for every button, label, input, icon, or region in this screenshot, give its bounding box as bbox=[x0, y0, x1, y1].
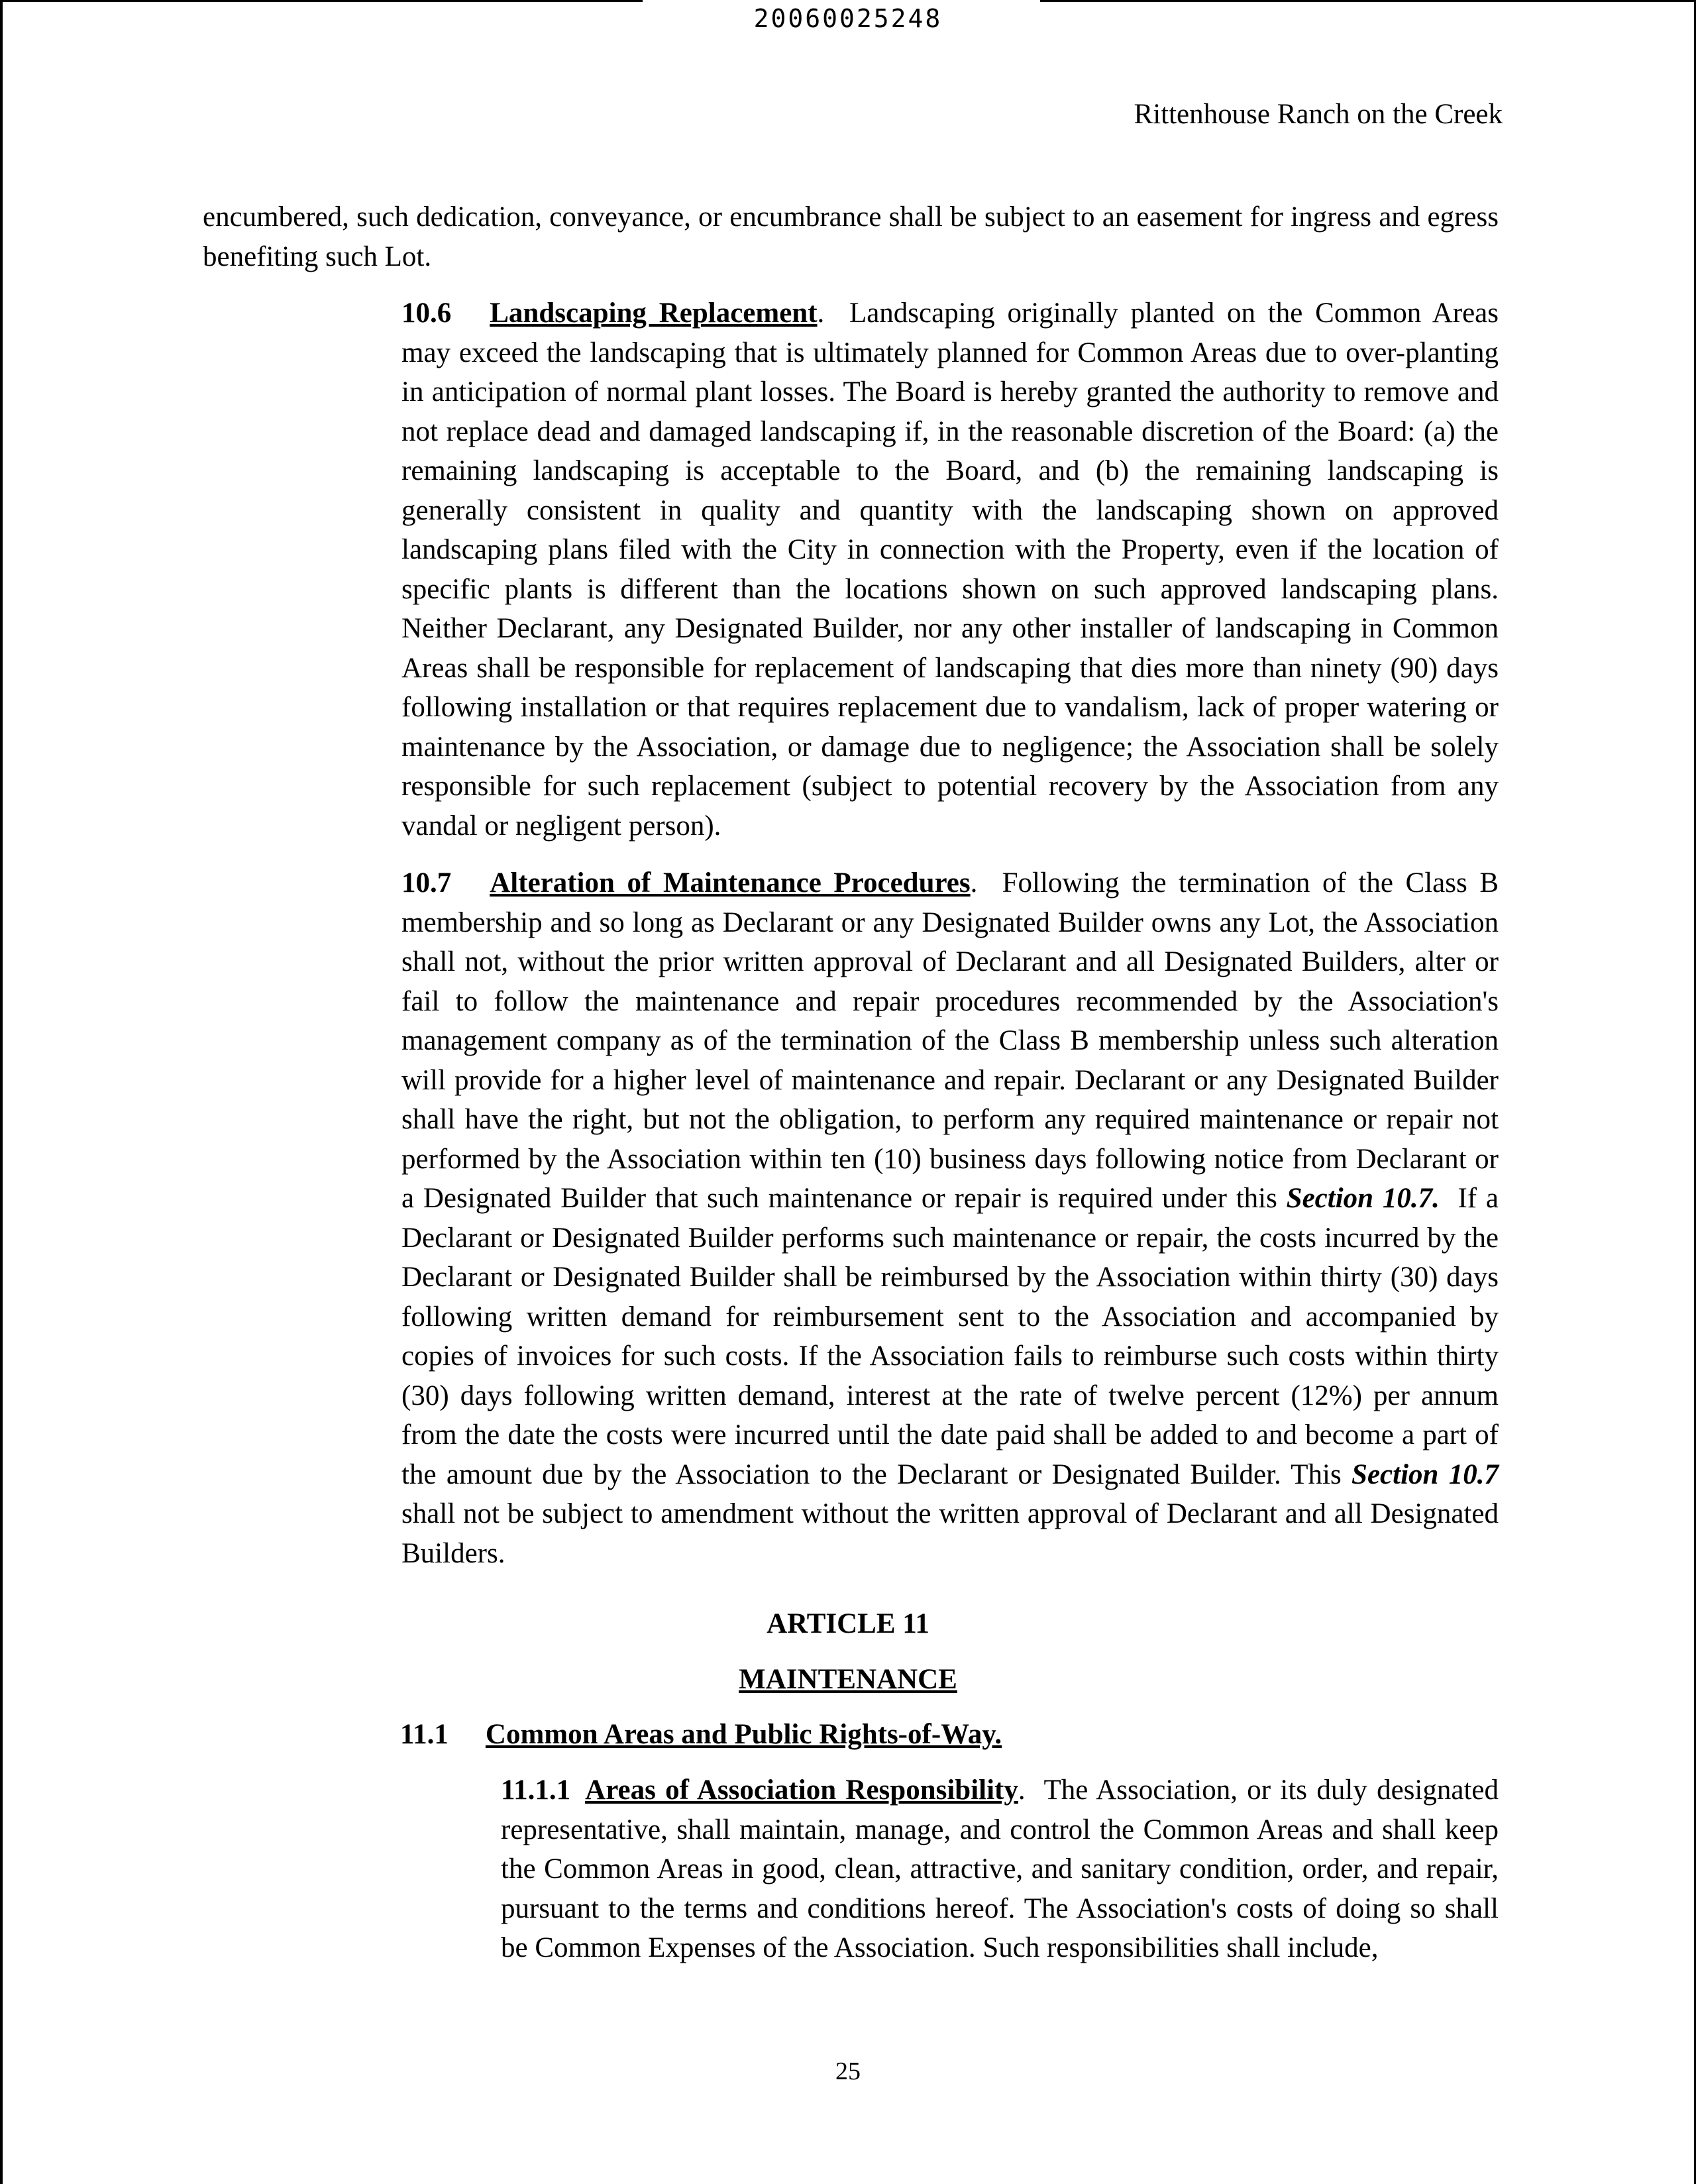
section-11-1-number: 11.1 bbox=[400, 1719, 449, 1750]
section-11-1-1-number: 11.1.1 bbox=[501, 1774, 571, 1806]
document-number: 20060025248 bbox=[753, 4, 943, 33]
scan-left-border bbox=[0, 0, 3, 2184]
article-number: ARTICLE 11 bbox=[767, 1608, 929, 1639]
continuation-text: encumbered, such dedication, conveyance, or encumbrance shall be subject to an easement for ingress and egress benefiting such Lot. bbox=[203, 201, 1499, 272]
section-reference: Section 10.7. bbox=[1286, 1183, 1440, 1214]
section-10-7-title: Alteration of Maintenance Procedures bbox=[490, 867, 971, 899]
section-10-7-body-part2: If a Declarant or Designated Builder performs such maintenance or repair, the costs incurred by the Declarant or Designated Builder shall be reimbursed by the Association within thirty (30) days following written demand for reimbursement sent to the Association and accompanied by copies of invoices for such costs. If the Association fails to reimburse such costs within thirty (30) days following written demand, interest at the rate of twelve percent (12%) per annum from the date the costs were incurred until the date paid shall be added to and become a part of the amount due by the Association to the Declarant or Designated Builder. This bbox=[401, 1183, 1499, 1490]
running-header: Rittenhouse Ranch on the Creek bbox=[1134, 99, 1503, 130]
section-11-1-heading bbox=[400, 1718, 1002, 1751]
section-11-1-1-body: The Association, or its duly designated representative, shall maintain, manage, and control the Common Areas and shall keep the Common Areas in good, clean, attractive, and sanitary condition, order, and repair, pursuant to the terms and conditions hereof. The Association's costs of doing so shall be Common Expenses of the Association. Such responsibilities shall include, bbox=[501, 1774, 1499, 1963]
section-10-7-body-part3: shall not be subject to amendment without the written approval of Declarant and all Designated Builders. bbox=[401, 1498, 1499, 1569]
article-title: MAINTENANCE bbox=[739, 1664, 957, 1695]
section-10-6: 10.6 Landscaping Replacement. Landscaping originally planted on the Common Areas may exceed the landscaping that is ultimately planned for Common Areas due to over-planting in anticipation of normal plant losses. The Board is hereby granted the authority to remove and not replace dead and damaged landscaping if, in the reasonable discretion of the Board: (a) the remaining landscaping is acceptable to the Board, and (b) the remaining landscaping is generally consistent in quality and quantity with the landscaping shown on approved landscaping plans filed with the City in connection with the Property, even if the location of specific plants is different than the locations shown on such approved landscaping plans. Neither Declarant, any Designated Builder, nor any other installer of landscaping in Common Areas shall be responsible for replacement of landscaping that dies more than ninety (90) days following installation or that requires replacement due to vandalism, lack of proper watering or maintenance by the Association, or damage due to negligence; the Association shall be solely responsible for such replacement (subject to potential recovery by the Association from any vandal or negligent person). bbox=[401, 298, 1499, 842]
top-rule-right bbox=[1040, 0, 1696, 2]
section-11-1-1: 11.1.1 Areas of Association Responsibility. The Association, or its duly designated representative, shall maintain, manage, and control the Common Areas and shall keep the Common Areas in good, clean, attractive, and sanitary condition, order, and repair, pursuant to the terms and conditions hereof. The Association's costs of doing so shall be Common Expenses of the Association. Such responsibilities shall include, bbox=[501, 1774, 1499, 1963]
continuation-paragraph bbox=[203, 197, 1499, 276]
section-reference: Section 10.7 bbox=[1352, 1458, 1499, 1490]
section-10-7-body-part1: Following the termination of the Class B membership and so long as Declarant or any Designated Builder owns any Lot, the Association shall not, without the prior written approval of Declarant and all Designated Builders, alter or fail to follow the maintenance and repair procedures recommended by the Association's management company as of the termination of the Class B membership unless such alteration will provide for a higher level of maintenance and repair. Declarant or any Designated Builder shall have the right, but not the obligation, to perform any required maintenance or repair not performed by the Association within ten (10) business days following notice from Declarant or a Designated Builder that such maintenance or repair is required under this bbox=[401, 867, 1499, 1214]
section-10-6-body: Landscaping originally planted on the Common Areas may exceed the landscaping that is ultimately planned for Common Areas due to over-planting in anticipation of normal plant losses. The Board is hereby granted the authority to remove and not replace dead and damaged landscaping if, in the reasonable discretion of the Board: (a) the remaining landscaping is acceptable to the Board, and (b) the remaining landscaping is generally consistent in quality and quantity with the landscaping shown on approved landscaping plans filed with the City in connection with the Property, even if the location of specific plants is different than the locations shown on such approved landscaping plans. Neither Declarant, any Designated Builder, nor any other installer of landscaping in Common Areas shall be responsible for replacement of landscaping that dies more than ninety (90) days following installation or that requires replacement due to vandalism, lack of proper watering or maintenance by the Association, or damage due to negligence; the Association shall be solely responsible for such replacement (subject to potential recovery by the Association from any vandal or negligent person). bbox=[401, 298, 1499, 842]
page-number: 25 bbox=[835, 2057, 861, 2085]
section-10-6-number: 10.6 bbox=[401, 298, 452, 329]
section-10-7-number: 10.7 bbox=[401, 867, 452, 899]
section-11-1-title: Common Areas and Public Rights-of-Way. bbox=[485, 1719, 1002, 1750]
section-11-1-1-title: Areas of Association Responsibility bbox=[585, 1774, 1018, 1806]
top-rule-left bbox=[0, 0, 643, 2]
section-10-7: 10.7 Alteration of Maintenance Procedures. Following the termination of the Class B membership and so long as Declarant or any Designated Builder owns any Lot, the Association shall not, without the prior written approval of Declarant and all Designated Builders, alter or fail to follow the maintenance and repair procedures recommended by the Association's management company as of the termination of the Class B membership unless such alteration will provide for a higher level of maintenance and repair. Declarant or any Designated Builder shall have the right, but not the obligation, to perform any required maintenance or repair not performed by the Association within ten (10) business days following notice from Declarant or a Designated Builder that such maintenance or repair is required under this Section 10.7. If a Declarant or Designated Builder performs such maintenance or repair, the costs incurred by the Declarant or Designated Builder shall be reimbursed by the Association within thirty (30) days following written demand for reimbursement sent to the Association and accompanied by copies of invoices for such costs. If the Association fails to reimburse such costs within thirty (30) days following written demand, interest at the rate of twelve percent (12%) per annum from the date the costs were incurred until the date paid shall be added to and become a part of the amount due by the Association to the Declarant or Designated Builder. This Section 10.7 shall not be subject to amendment without the written approval of Declarant and all Designated Builders. bbox=[401, 867, 1499, 1569]
section-10-6-title: Landscaping Replacement bbox=[490, 298, 818, 329]
